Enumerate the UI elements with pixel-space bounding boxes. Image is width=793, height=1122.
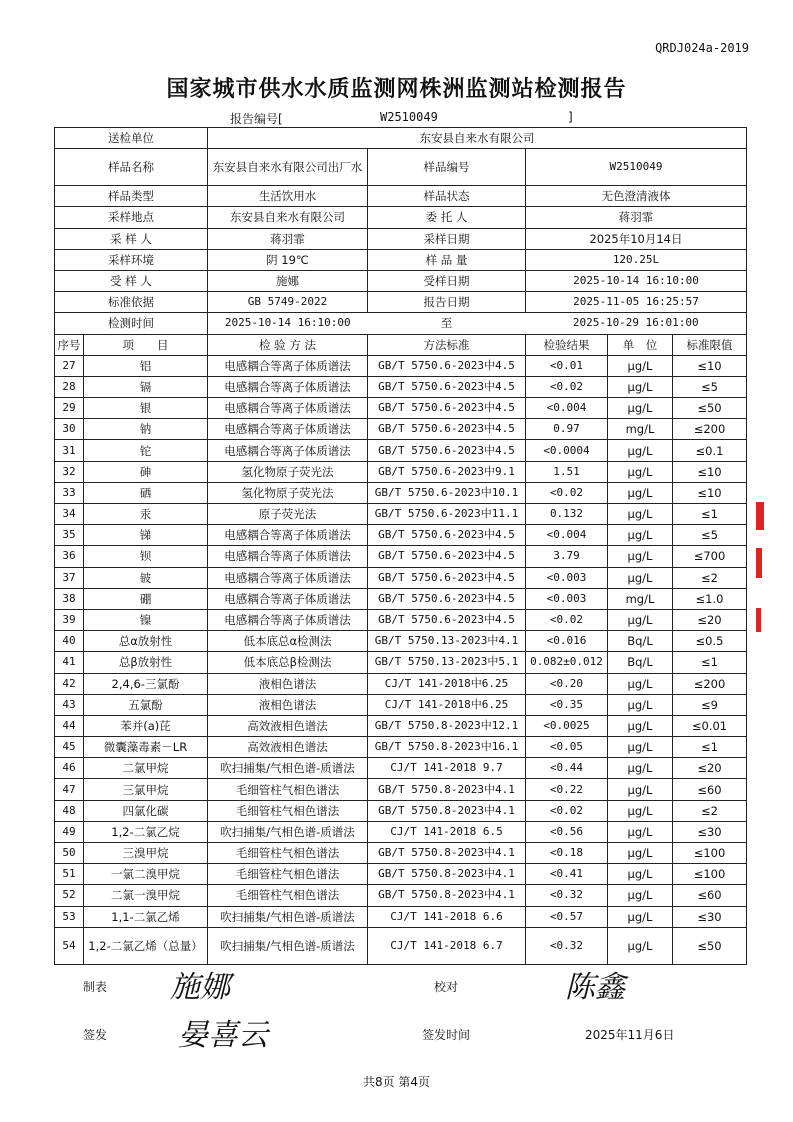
- test-result: <0.05: [526, 737, 608, 758]
- table-row: [55, 800, 747, 821]
- table-row: [55, 652, 747, 673]
- field-label: 受样日期: [368, 270, 526, 291]
- method-standard: GB/T 5750.6-2023中11.1: [368, 504, 526, 525]
- field-value: 蒋羽霏: [208, 228, 368, 249]
- report-number: [230, 110, 590, 126]
- test-method: 氢化物原子荧光法: [208, 461, 368, 482]
- item-name: 铝: [84, 355, 208, 376]
- unit: μg/L: [608, 673, 673, 694]
- standard-limit: ≤100: [673, 843, 747, 864]
- test-result: <0.003: [526, 588, 608, 609]
- field-label: 报告日期: [368, 292, 526, 313]
- table-row: [55, 758, 747, 779]
- column-header: 检验结果: [526, 334, 608, 355]
- row-number: 34: [55, 504, 84, 525]
- method-standard: CJ/T 141-2018 6.5: [368, 821, 526, 842]
- method-standard: GB/T 5750.8-2023中4.1: [368, 864, 526, 885]
- standard-limit: ≤1: [673, 652, 747, 673]
- standard-limit: ≤50: [673, 927, 747, 964]
- test-method: 电感耦合等离子体质谱法: [208, 398, 368, 419]
- field-value: 2025年10月14日: [526, 228, 747, 249]
- test-result: <0.02: [526, 482, 608, 503]
- info-row: [55, 270, 747, 291]
- test-method: 电感耦合等离子体质谱法: [208, 419, 368, 440]
- test-method: 低本底总β检测法: [208, 652, 368, 673]
- info-row: [55, 128, 747, 149]
- row-number: 41: [55, 652, 84, 673]
- field-value: 无色澄清液体: [526, 186, 747, 207]
- standard-limit: ≤1: [673, 504, 747, 525]
- method-standard: GB/T 5750.6-2023中4.5: [368, 398, 526, 419]
- method-standard: GB/T 5750.8-2023中16.1: [368, 737, 526, 758]
- row-number: 35: [55, 525, 84, 546]
- method-standard: GB/T 5750.6-2023中4.5: [368, 419, 526, 440]
- unit: μg/L: [608, 885, 673, 906]
- standard-limit: ≤30: [673, 906, 747, 927]
- unit: μg/L: [608, 355, 673, 376]
- unit: μg/L: [608, 482, 673, 503]
- row-number: 28: [55, 376, 84, 397]
- seal-fragment: [756, 548, 762, 578]
- test-method: 高效液相色谱法: [208, 737, 368, 758]
- table-row: [55, 843, 747, 864]
- test-method: 毛细管柱气相色谱法: [208, 800, 368, 821]
- field-value: 120.25L: [526, 249, 747, 270]
- test-method: 吹扫捕集/气相色谱-质谱法: [208, 927, 368, 964]
- checked-signature: 陈鑫: [565, 970, 625, 1005]
- test-method: 高效液相色谱法: [208, 715, 368, 736]
- test-method: 低本底总α检测法: [208, 631, 368, 652]
- test-method: 电感耦合等离子体质谱法: [208, 546, 368, 567]
- test-result: <0.004: [526, 525, 608, 546]
- row-number: 40: [55, 631, 84, 652]
- table-row: [55, 567, 747, 588]
- method-standard: CJ/T 141-2018 6.6: [368, 906, 526, 927]
- field-value: 2025-10-14 16:10:00: [526, 270, 747, 291]
- unit: μg/L: [608, 694, 673, 715]
- info-row: [55, 249, 747, 270]
- table-row: [55, 609, 747, 630]
- standard-limit: ≤20: [673, 758, 747, 779]
- row-number: 46: [55, 758, 84, 779]
- test-result: <0.22: [526, 779, 608, 800]
- row-number: 33: [55, 482, 84, 503]
- row-number: 36: [55, 546, 84, 567]
- test-method: 毛细管柱气相色谱法: [208, 779, 368, 800]
- row-number: 52: [55, 885, 84, 906]
- table-row: [55, 906, 747, 927]
- test-method: 电感耦合等离子体质谱法: [208, 355, 368, 376]
- test-result: <0.01: [526, 355, 608, 376]
- item-name: 二氯一溴甲烷: [84, 885, 208, 906]
- table-row: [55, 885, 747, 906]
- test-method: 液相色谱法: [208, 673, 368, 694]
- field-value: 2025-10-29 16:01:00: [526, 313, 747, 334]
- unit: μg/L: [608, 546, 673, 567]
- row-number: 50: [55, 843, 84, 864]
- row-number: 48: [55, 800, 84, 821]
- test-result: <0.02: [526, 609, 608, 630]
- standard-limit: ≤10: [673, 355, 747, 376]
- row-number: 29: [55, 398, 84, 419]
- standard-limit: ≤100: [673, 864, 747, 885]
- field-label: 标准依据: [55, 292, 208, 313]
- table-row: [55, 546, 747, 567]
- item-name: 锑: [84, 525, 208, 546]
- test-method: 电感耦合等离子体质谱法: [208, 567, 368, 588]
- method-standard: GB/T 5750.6-2023中4.5: [368, 376, 526, 397]
- row-number: 39: [55, 609, 84, 630]
- field-label: 受 样 人: [55, 270, 208, 291]
- item-name: 砷: [84, 461, 208, 482]
- item-name: 钡: [84, 546, 208, 567]
- row-number: 49: [55, 821, 84, 842]
- test-result: <0.20: [526, 673, 608, 694]
- test-result: <0.35: [526, 694, 608, 715]
- standard-limit: ≤200: [673, 673, 747, 694]
- method-standard: GB/T 5750.13-2023中5.1: [368, 652, 526, 673]
- standard-limit: ≤700: [673, 546, 747, 567]
- unit: μg/L: [608, 821, 673, 842]
- test-result: 0.082±0.012: [526, 652, 608, 673]
- test-method: 电感耦合等离子体质谱法: [208, 609, 368, 630]
- table-row: [55, 694, 747, 715]
- row-number: 44: [55, 715, 84, 736]
- issued-signature: 晏喜云: [178, 1018, 268, 1053]
- test-result: <0.44: [526, 758, 608, 779]
- test-result: 0.132: [526, 504, 608, 525]
- field-value: 东安县自来水有限公司出厂水: [208, 149, 368, 186]
- standard-limit: ≤2: [673, 800, 747, 821]
- item-name: 2,4,6-三氯酚: [84, 673, 208, 694]
- table-header-row: [55, 334, 747, 355]
- unit: μg/L: [608, 440, 673, 461]
- document-code: QRDJ024a-2019: [655, 41, 749, 55]
- item-name: 苯并(a)芘: [84, 715, 208, 736]
- field-value: 东安县自来水有限公司: [208, 207, 368, 228]
- info-row: [55, 292, 747, 313]
- unit: Bq/L: [608, 652, 673, 673]
- test-result: <0.02: [526, 376, 608, 397]
- test-method: 电感耦合等离子体质谱法: [208, 525, 368, 546]
- item-name: 铊: [84, 440, 208, 461]
- table-row: [55, 631, 747, 652]
- field-value: GB 5749-2022: [208, 292, 368, 313]
- method-standard: GB/T 5750.6-2023中4.5: [368, 609, 526, 630]
- row-number: 30: [55, 419, 84, 440]
- unit: μg/L: [608, 398, 673, 419]
- test-method: 毛细管柱气相色谱法: [208, 843, 368, 864]
- method-standard: GB/T 5750.6-2023中4.5: [368, 440, 526, 461]
- column-header: 项 目: [84, 334, 208, 355]
- column-header: 检 验 方 法: [208, 334, 368, 355]
- column-header: 序号: [55, 334, 84, 355]
- item-name: 铍: [84, 567, 208, 588]
- row-number: 47: [55, 779, 84, 800]
- test-result: <0.016: [526, 631, 608, 652]
- field-label: 检测时间: [55, 313, 208, 334]
- field-value: 东安县自来水有限公司: [208, 128, 747, 149]
- table-row: [55, 821, 747, 842]
- item-name: 微囊藻毒素－LR: [84, 737, 208, 758]
- row-number: 43: [55, 694, 84, 715]
- method-standard: GB/T 5750.6-2023中9.1: [368, 461, 526, 482]
- page-footer: 共8页 第4页: [362, 1075, 431, 1089]
- item-name: 四氯化碳: [84, 800, 208, 821]
- test-result: <0.32: [526, 885, 608, 906]
- test-result: <0.32: [526, 927, 608, 964]
- test-result: <0.003: [526, 567, 608, 588]
- table-row: [55, 737, 747, 758]
- report-number-close: ]: [568, 110, 573, 124]
- test-result: <0.18: [526, 843, 608, 864]
- table-row: [55, 673, 747, 694]
- item-name: 镍: [84, 609, 208, 630]
- field-value: W2510049: [526, 149, 747, 186]
- table-row: [55, 461, 747, 482]
- table-row: [55, 927, 747, 964]
- prepared-label: 制表: [83, 980, 108, 994]
- standard-limit: ≤200: [673, 419, 747, 440]
- test-method: 毛细管柱气相色谱法: [208, 885, 368, 906]
- standard-limit: ≤60: [673, 779, 747, 800]
- unit: μg/L: [608, 715, 673, 736]
- test-result: 0.97: [526, 419, 608, 440]
- row-number: 31: [55, 440, 84, 461]
- table-row: [55, 588, 747, 609]
- standard-limit: ≤1: [673, 737, 747, 758]
- test-method: 毛细管柱气相色谱法: [208, 864, 368, 885]
- item-name: 总α放射性: [84, 631, 208, 652]
- unit: μg/L: [608, 504, 673, 525]
- unit: Bq/L: [608, 631, 673, 652]
- unit: μg/L: [608, 927, 673, 964]
- test-method: 吹扫捕集/气相色谱-质谱法: [208, 821, 368, 842]
- column-header: 单 位: [608, 334, 673, 355]
- table-row: [55, 715, 747, 736]
- info-row: [55, 207, 747, 228]
- test-result: <0.02: [526, 800, 608, 821]
- item-name: 1,2-二氯乙烷: [84, 821, 208, 842]
- test-method: 电感耦合等离子体质谱法: [208, 440, 368, 461]
- row-number: 54: [55, 927, 84, 964]
- column-header: 方法标准: [368, 334, 526, 355]
- method-standard: GB/T 5750.6-2023中10.1: [368, 482, 526, 503]
- standard-limit: ≤50: [673, 398, 747, 419]
- row-number: 27: [55, 355, 84, 376]
- issue-time: 2025年11月6日: [585, 1028, 675, 1042]
- row-number: 32: [55, 461, 84, 482]
- field-label: 送检单位: [55, 128, 208, 149]
- unit: μg/L: [608, 800, 673, 821]
- unit: μg/L: [608, 906, 673, 927]
- field-label: 采样地点: [55, 207, 208, 228]
- unit: μg/L: [608, 461, 673, 482]
- column-header: 标准限值: [673, 334, 747, 355]
- standard-limit: ≤0.01: [673, 715, 747, 736]
- method-standard: GB/T 5750.8-2023中4.1: [368, 800, 526, 821]
- test-method: 原子荧光法: [208, 504, 368, 525]
- issued-label: 签发: [83, 1028, 108, 1042]
- info-row: [55, 186, 747, 207]
- unit: μg/L: [608, 843, 673, 864]
- table-row: [55, 864, 747, 885]
- test-result: <0.0004: [526, 440, 608, 461]
- seal-fragment: [756, 608, 761, 632]
- standard-limit: ≤10: [673, 461, 747, 482]
- to-label: 至: [368, 313, 526, 334]
- row-number: 37: [55, 567, 84, 588]
- test-result: <0.41: [526, 864, 608, 885]
- field-label: 采 样 人: [55, 228, 208, 249]
- table-row: [55, 440, 747, 461]
- row-number: 53: [55, 906, 84, 927]
- method-standard: GB/T 5750.6-2023中4.5: [368, 355, 526, 376]
- issue-time-label: 签发时间: [422, 1028, 471, 1042]
- table-row: [55, 419, 747, 440]
- test-method: 液相色谱法: [208, 694, 368, 715]
- item-name: 硼: [84, 588, 208, 609]
- test-method: 氢化物原子荧光法: [208, 482, 368, 503]
- report-title: 国家城市供水水质监测网株洲监测站检测报告: [166, 77, 627, 102]
- field-label: 采样环境: [55, 249, 208, 270]
- method-standard: GB/T 5750.6-2023中4.5: [368, 567, 526, 588]
- test-result: <0.56: [526, 821, 608, 842]
- unit: mg/L: [608, 588, 673, 609]
- item-name: 镉: [84, 376, 208, 397]
- field-value: 阴 19℃: [208, 249, 368, 270]
- prepared-signature: 施娜: [170, 970, 230, 1005]
- table-row: [55, 482, 747, 503]
- item-name: 硒: [84, 482, 208, 503]
- item-name: 1,1-二氯乙烯: [84, 906, 208, 927]
- item-name: 总β放射性: [84, 652, 208, 673]
- standard-limit: ≤1.0: [673, 588, 747, 609]
- table-row: [55, 525, 747, 546]
- table-row: [55, 779, 747, 800]
- standard-limit: ≤2: [673, 567, 747, 588]
- method-standard: CJ/T 141-2018中6.25: [368, 694, 526, 715]
- method-standard: GB/T 5750.13-2023中4.1: [368, 631, 526, 652]
- standard-limit: ≤10: [673, 482, 747, 503]
- test-method: 电感耦合等离子体质谱法: [208, 588, 368, 609]
- field-label: 样品编号: [368, 149, 526, 186]
- item-name: 三氯甲烷: [84, 779, 208, 800]
- unit: μg/L: [608, 864, 673, 885]
- item-name: 1,2-二氯乙烯（总量）: [84, 927, 208, 964]
- standard-limit: ≤60: [673, 885, 747, 906]
- row-number: 38: [55, 588, 84, 609]
- standard-limit: ≤30: [673, 821, 747, 842]
- row-number: 45: [55, 737, 84, 758]
- checked-label: 校对: [434, 980, 459, 994]
- table-row: [55, 504, 747, 525]
- item-name: 五氯酚: [84, 694, 208, 715]
- table-row: [55, 398, 747, 419]
- unit: μg/L: [608, 525, 673, 546]
- unit: μg/L: [608, 737, 673, 758]
- item-name: 一氯二溴甲烷: [84, 864, 208, 885]
- test-result: 3.79: [526, 546, 608, 567]
- item-name: 三溴甲烷: [84, 843, 208, 864]
- table-row: [55, 376, 747, 397]
- row-number: 42: [55, 673, 84, 694]
- field-value: 生活饮用水: [208, 186, 368, 207]
- test-result: <0.57: [526, 906, 608, 927]
- method-standard: GB/T 5750.6-2023中4.5: [368, 525, 526, 546]
- test-method: 吹扫捕集/气相色谱-质谱法: [208, 758, 368, 779]
- standard-limit: ≤5: [673, 525, 747, 546]
- test-result: <0.004: [526, 398, 608, 419]
- info-row: [55, 313, 747, 334]
- unit: mg/L: [608, 419, 673, 440]
- info-row: [55, 149, 747, 186]
- standard-limit: ≤5: [673, 376, 747, 397]
- row-number: 51: [55, 864, 84, 885]
- standard-limit: ≤9: [673, 694, 747, 715]
- item-name: 钠: [84, 419, 208, 440]
- standard-limit: ≤0.1: [673, 440, 747, 461]
- field-label: 样品状态: [368, 186, 526, 207]
- field-value: 2025-10-14 16:10:00: [208, 313, 368, 334]
- unit: μg/L: [608, 567, 673, 588]
- standard-limit: ≤20: [673, 609, 747, 630]
- item-name: 汞: [84, 504, 208, 525]
- test-result: 1.51: [526, 461, 608, 482]
- field-label: 样品名称: [55, 149, 208, 186]
- method-standard: CJ/T 141-2018 9.7: [368, 758, 526, 779]
- field-label: 委 托 人: [368, 207, 526, 228]
- field-value: 施娜: [208, 270, 368, 291]
- method-standard: GB/T 5750.8-2023中4.1: [368, 885, 526, 906]
- field-value: 蒋羽霏: [526, 207, 747, 228]
- standard-limit: ≤0.5: [673, 631, 747, 652]
- table-row: [55, 355, 747, 376]
- test-method: 电感耦合等离子体质谱法: [208, 376, 368, 397]
- report-number-value: W2510049: [380, 110, 438, 124]
- method-standard: GB/T 5750.8-2023中4.1: [368, 843, 526, 864]
- report-number-label: 报告编号[: [230, 112, 283, 126]
- item-name: 银: [84, 398, 208, 419]
- method-standard: CJ/T 141-2018中6.25: [368, 673, 526, 694]
- unit: μg/L: [608, 609, 673, 630]
- item-name: 二氯甲烷: [84, 758, 208, 779]
- test-result: <0.0025: [526, 715, 608, 736]
- field-label: 样品类型: [55, 186, 208, 207]
- field-label: 采样日期: [368, 228, 526, 249]
- report-table: [54, 127, 747, 965]
- seal-fragment: [756, 502, 764, 530]
- field-value: 2025-11-05 16:25:57: [526, 292, 747, 313]
- method-standard: GB/T 5750.6-2023中4.5: [368, 588, 526, 609]
- unit: μg/L: [608, 758, 673, 779]
- field-label: 样 品 量: [368, 249, 526, 270]
- unit: μg/L: [608, 779, 673, 800]
- method-standard: GB/T 5750.6-2023中4.5: [368, 546, 526, 567]
- test-method: 吹扫捕集/气相色谱-质谱法: [208, 906, 368, 927]
- method-standard: GB/T 5750.8-2023中12.1: [368, 715, 526, 736]
- method-standard: GB/T 5750.8-2023中4.1: [368, 779, 526, 800]
- info-row: [55, 228, 747, 249]
- method-standard: CJ/T 141-2018 6.7: [368, 927, 526, 964]
- unit: μg/L: [608, 376, 673, 397]
